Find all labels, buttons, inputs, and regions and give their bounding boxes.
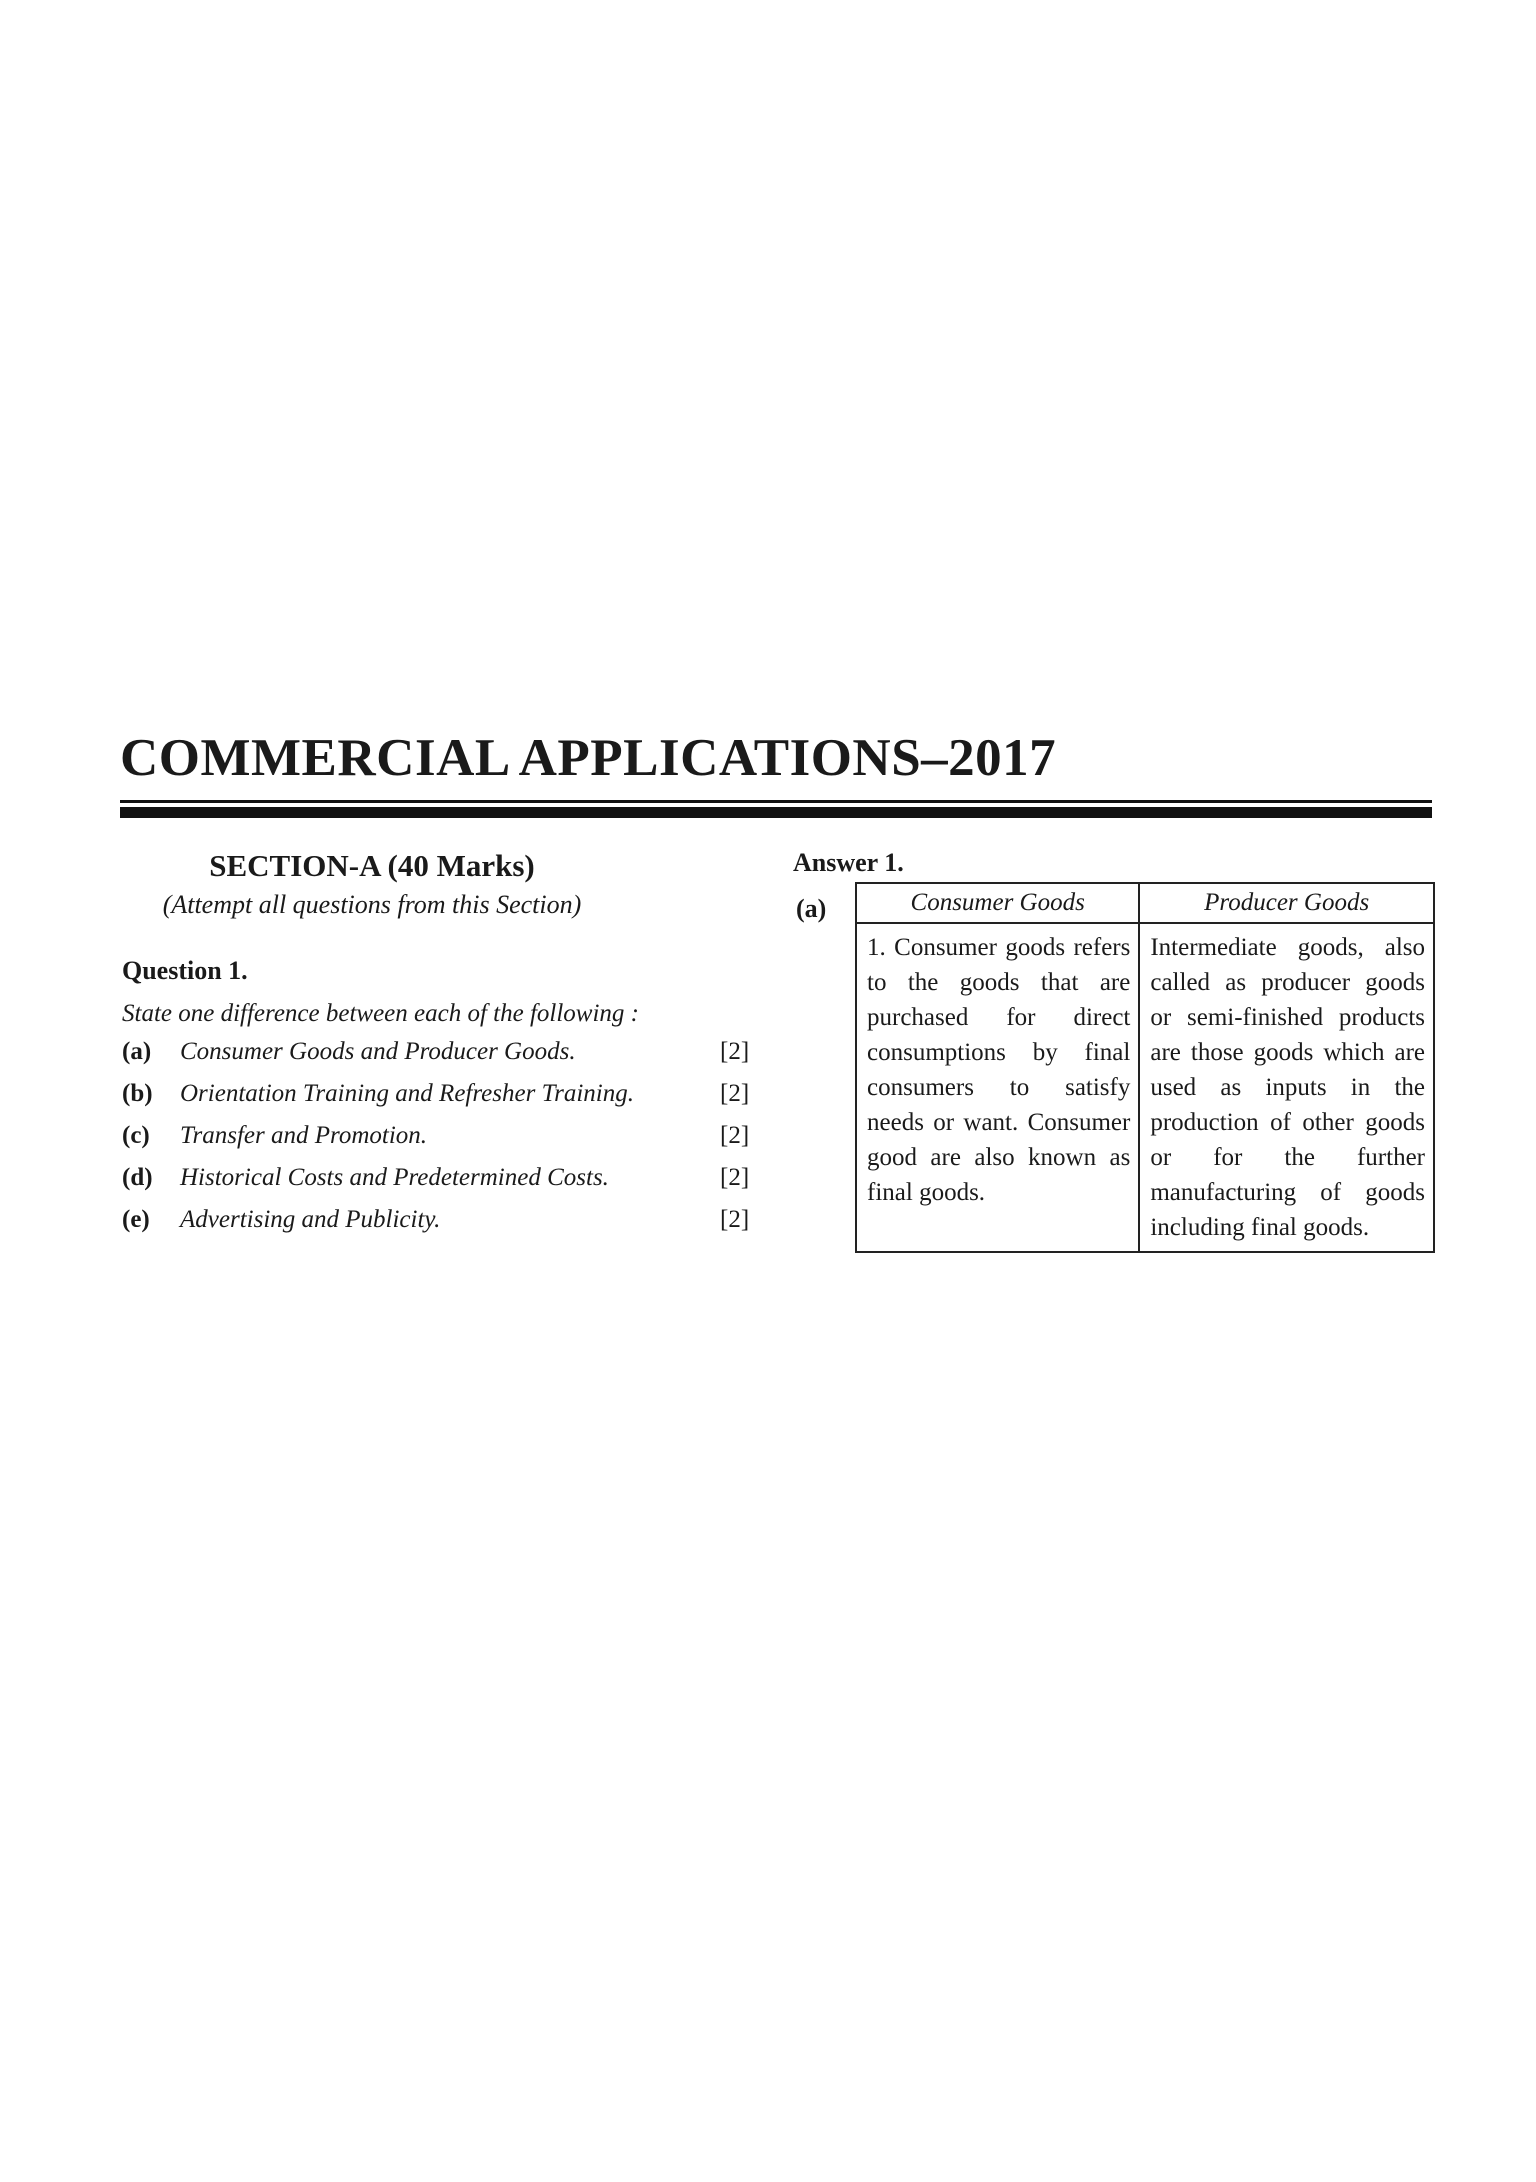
question-item-marks: [2] <box>720 1038 750 1065</box>
question-item-text: Transfer and Promotion. <box>180 1122 428 1149</box>
question-item <box>122 1164 762 1206</box>
question-item-text: Historical Costs and Predetermined Costs. <box>180 1164 609 1191</box>
document-title: COMMERCIAL APPLICATIONS–2017 <box>120 729 1057 787</box>
question-column <box>122 848 762 1248</box>
question-item-letter: (c) <box>122 1122 150 1149</box>
table-header-cell: Producer Goods <box>1139 883 1434 923</box>
question-item-marks: [2] <box>720 1164 750 1191</box>
question-item <box>122 1038 762 1080</box>
title-rule-thick <box>120 807 1432 818</box>
title-rule-thin <box>120 800 1432 803</box>
section-subtitle: (Attempt all questions from this Section) <box>162 890 582 919</box>
answer-letter: (a) <box>796 894 827 923</box>
answer-heading: Answer 1. <box>793 848 904 877</box>
question-heading: Question 1. <box>122 956 248 985</box>
question-item-marks: [2] <box>720 1122 750 1149</box>
question-item-marks: [2] <box>720 1206 750 1233</box>
section-title: SECTION-A (40 Marks) <box>209 848 535 883</box>
table-header-cell: Consumer Goods <box>856 883 1139 923</box>
table-cell: Intermediate goods, also called as producer goods or semi-finished products are those goods which are used as inputs in the production of other goods or for the further manufacturing of goods including final goods. <box>1139 923 1434 1252</box>
question-item <box>122 1122 762 1164</box>
question-item-letter: (d) <box>122 1164 153 1191</box>
question-item <box>122 1206 762 1248</box>
question-item-text: Advertising and Publicity. <box>180 1206 441 1233</box>
question-item-marks: [2] <box>720 1080 750 1107</box>
question-item-letter: (a) <box>122 1038 152 1065</box>
question-item-letter: (e) <box>122 1206 150 1233</box>
question-instruction: State one difference between each of the following : <box>122 1000 639 1027</box>
question-list <box>122 1038 762 1248</box>
table-row <box>856 923 1434 1252</box>
question-item <box>122 1080 762 1122</box>
table-header-row <box>856 883 1434 923</box>
question-item-text: Consumer Goods and Producer Goods. <box>180 1038 576 1065</box>
answer-comparison-table <box>855 882 1435 1253</box>
table-cell: 1. Consumer goods refers to the goods that are purchased for direct consumptions by final consumers to satisfy needs or want. Consumer good are also known as final goods. <box>856 923 1139 1252</box>
question-item-text: Orientation Training and Refresher Training. <box>180 1080 634 1107</box>
question-item-letter: (b) <box>122 1080 153 1107</box>
